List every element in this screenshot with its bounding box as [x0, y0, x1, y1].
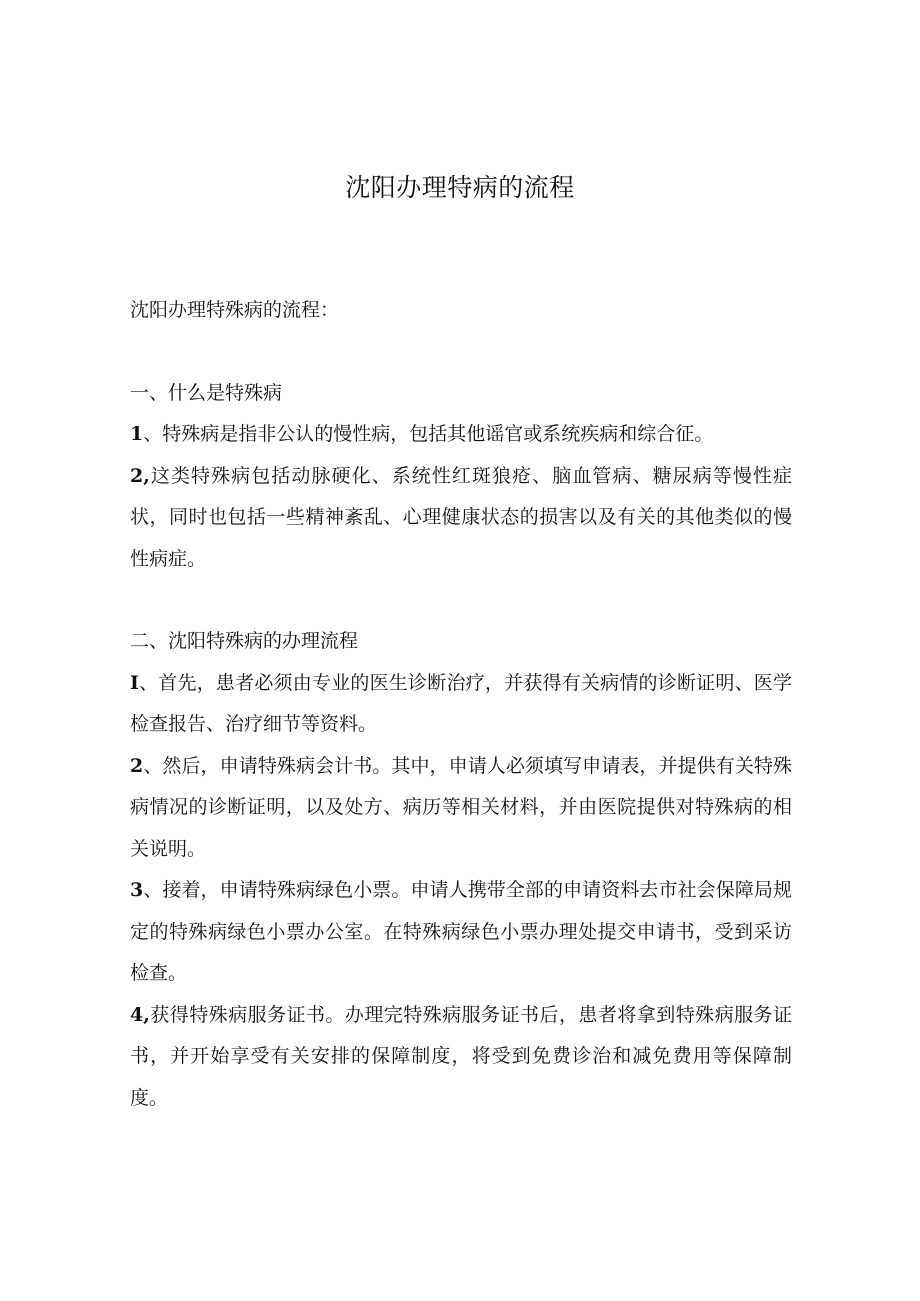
item-number: 2: [130, 754, 144, 777]
section-application-process: [130, 621, 792, 1119]
item-text: 、接着，申请特殊病绿色小票。申请人携带全部的申请资料去市社会保障局规定的特殊病绿色小票办公室。在特殊病绿色小票办理处提交申请书，受到采访检查。: [130, 879, 792, 984]
item-number: 1: [130, 423, 144, 445]
intro-paragraph: 沈阳办理特殊病的流程：: [130, 299, 340, 321]
list-item: [130, 414, 792, 456]
list-item: [130, 456, 792, 581]
item-number: 4,: [130, 1003, 150, 1026]
list-item: [130, 870, 792, 995]
list-item: [130, 663, 792, 746]
item-text: 、特殊病是指非公认的慢性病，包括其他谣官或系统疾病和综合征。: [143, 423, 714, 445]
item-number: 3: [130, 879, 144, 901]
document-title: 沈阳办理特病的流程: [345, 173, 575, 202]
item-number: I: [130, 671, 139, 694]
item-text: 获得特殊病服务证书。办理完特殊病服务证书后，患者将拿到特殊病服务证书，并开始享受有关安排的保障制度，将受到免费诊治和减免费用等保障制度。: [130, 1003, 792, 1109]
section-what-is-special-disease: [130, 373, 792, 581]
section-heading: 一、什么是特殊病: [130, 381, 283, 404]
list-item: [130, 995, 792, 1120]
section-heading: 二、沈阳特殊病的办理流程: [130, 630, 359, 652]
item-text: 、然后，申请特殊病会计书。其中，申请人必须填写申请表，并提供有关特殊病情况的诊断证明，以及处方、病历等相关材料，并由医院提供对特殊病的相关说明。: [130, 754, 792, 860]
list-item: [130, 746, 792, 871]
document-body: [130, 290, 792, 1160]
item-number: 2,: [130, 464, 150, 487]
item-text: 这类特殊病包括动脉硬化、系统性红斑狼疮、脑血管病、糖尿病等慢性症状，同时也包括一些精神紊乱、心理健康状态的损害以及有关的其他类似的慢性病症。: [130, 464, 792, 570]
item-text: 、首先，患者必须由专业的医生诊断治疗，并获得有关病情的诊断证明、医学检查报告、治疗细节等资料。: [130, 671, 792, 735]
